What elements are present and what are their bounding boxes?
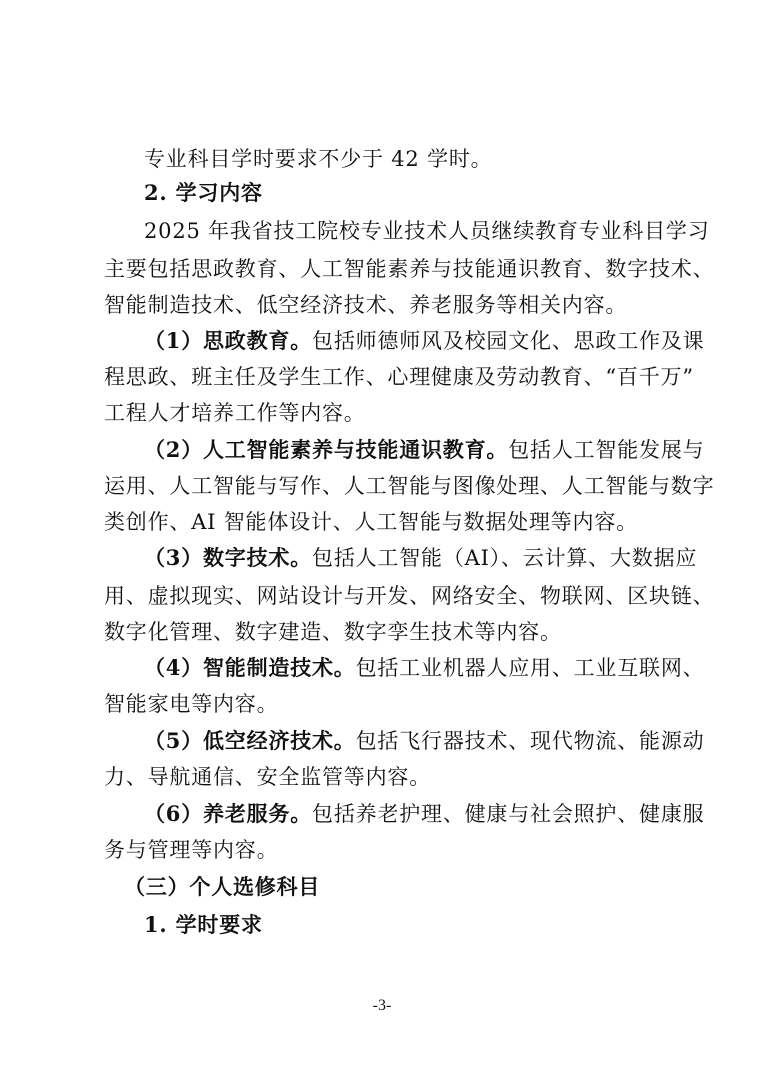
subheading: （5）低空经济技术。 (144, 728, 356, 753)
section-heading (144, 908, 694, 942)
paragraph-line (104, 760, 694, 794)
text-run: 数字化管理、数字建造、数字孪生技术等内容。 (104, 620, 562, 644)
subheading: （6）养老服务。 (144, 801, 313, 826)
text-run: 用、虚拟现实、网站设计与开发、网络安全、物联网、区块链、 (104, 584, 715, 608)
text-run: 智能家电等内容。 (104, 692, 279, 716)
paragraph-line (104, 833, 694, 867)
text-run: 工程人才培养工作等内容。 (104, 401, 366, 425)
text-run: 2025 年我省技工院校专业技术人员继续教育专业科目学习 (144, 219, 710, 243)
paragraph-line (104, 469, 715, 503)
paragraph-line (104, 360, 694, 394)
text-run: 运用、人工智能与写作、人工智能与图像处理、人工智能与数字 (104, 474, 715, 498)
paragraph-line (144, 541, 698, 575)
paragraph-line (144, 651, 705, 685)
paragraph-line (104, 687, 694, 721)
subheading: （3）数字技术。 (144, 545, 313, 570)
page-number: -3- (372, 997, 392, 1014)
subheading: （4）智能制造技术。 (144, 655, 356, 680)
text-run: 包括师德师风及校园文化、思政工作及课 (312, 329, 705, 353)
paragraph-line (144, 142, 694, 176)
text-run: 包括人工智能（AI）、云计算、大数据应 (312, 546, 698, 570)
text-run: 智能制造技术、低空经济技术、养老服务等相关内容。 (104, 293, 628, 317)
text-run: 包括养老护理、健康与社会照护、健康服 (312, 802, 705, 826)
paragraph-line (104, 615, 694, 649)
text-run: 包括飞行器技术、现代物流、能源动 (355, 729, 705, 753)
text-run: 程思政、班主任及学生工作、心理健康及劳动教育、“百千万” (104, 365, 694, 389)
paragraph-line (144, 433, 705, 467)
paragraph-line (104, 396, 694, 430)
text-run: 包括人工智能发展与 (508, 438, 705, 462)
paragraph-line (144, 324, 705, 358)
paragraph-line (104, 252, 715, 286)
paragraph-line (144, 724, 705, 758)
text-run: 类创作、AI 智能体设计、人工智能与数据处理等内容。 (104, 510, 638, 534)
subheading: （1）思政教育。 (144, 328, 313, 353)
text-run: 主要包括思政教育、人工智能素养与技能通识教育、数字技术、 (104, 257, 715, 281)
paragraph-line (104, 288, 694, 322)
section-heading (144, 176, 694, 210)
section-heading (124, 870, 674, 904)
paragraph-line (144, 214, 710, 248)
text-run: 力、导航通信、安全监管等内容。 (104, 765, 431, 789)
subheading: （2）人工智能素养与技能通识教育。 (144, 437, 509, 462)
text-run: 2. 学习内容 (144, 180, 263, 205)
text-run: （三）个人选修科目 (124, 874, 321, 899)
text-run: 1. 学时要求 (144, 912, 263, 937)
paragraph-line (144, 797, 705, 831)
paragraph-line (104, 505, 694, 539)
paragraph-line (104, 579, 715, 613)
text-run: 包括工业机器人应用、工业互联网、 (355, 656, 705, 680)
text-run: 专业科目学时要求不少于 42 学时。 (144, 147, 493, 171)
text-run: 务与管理等内容。 (104, 838, 279, 862)
